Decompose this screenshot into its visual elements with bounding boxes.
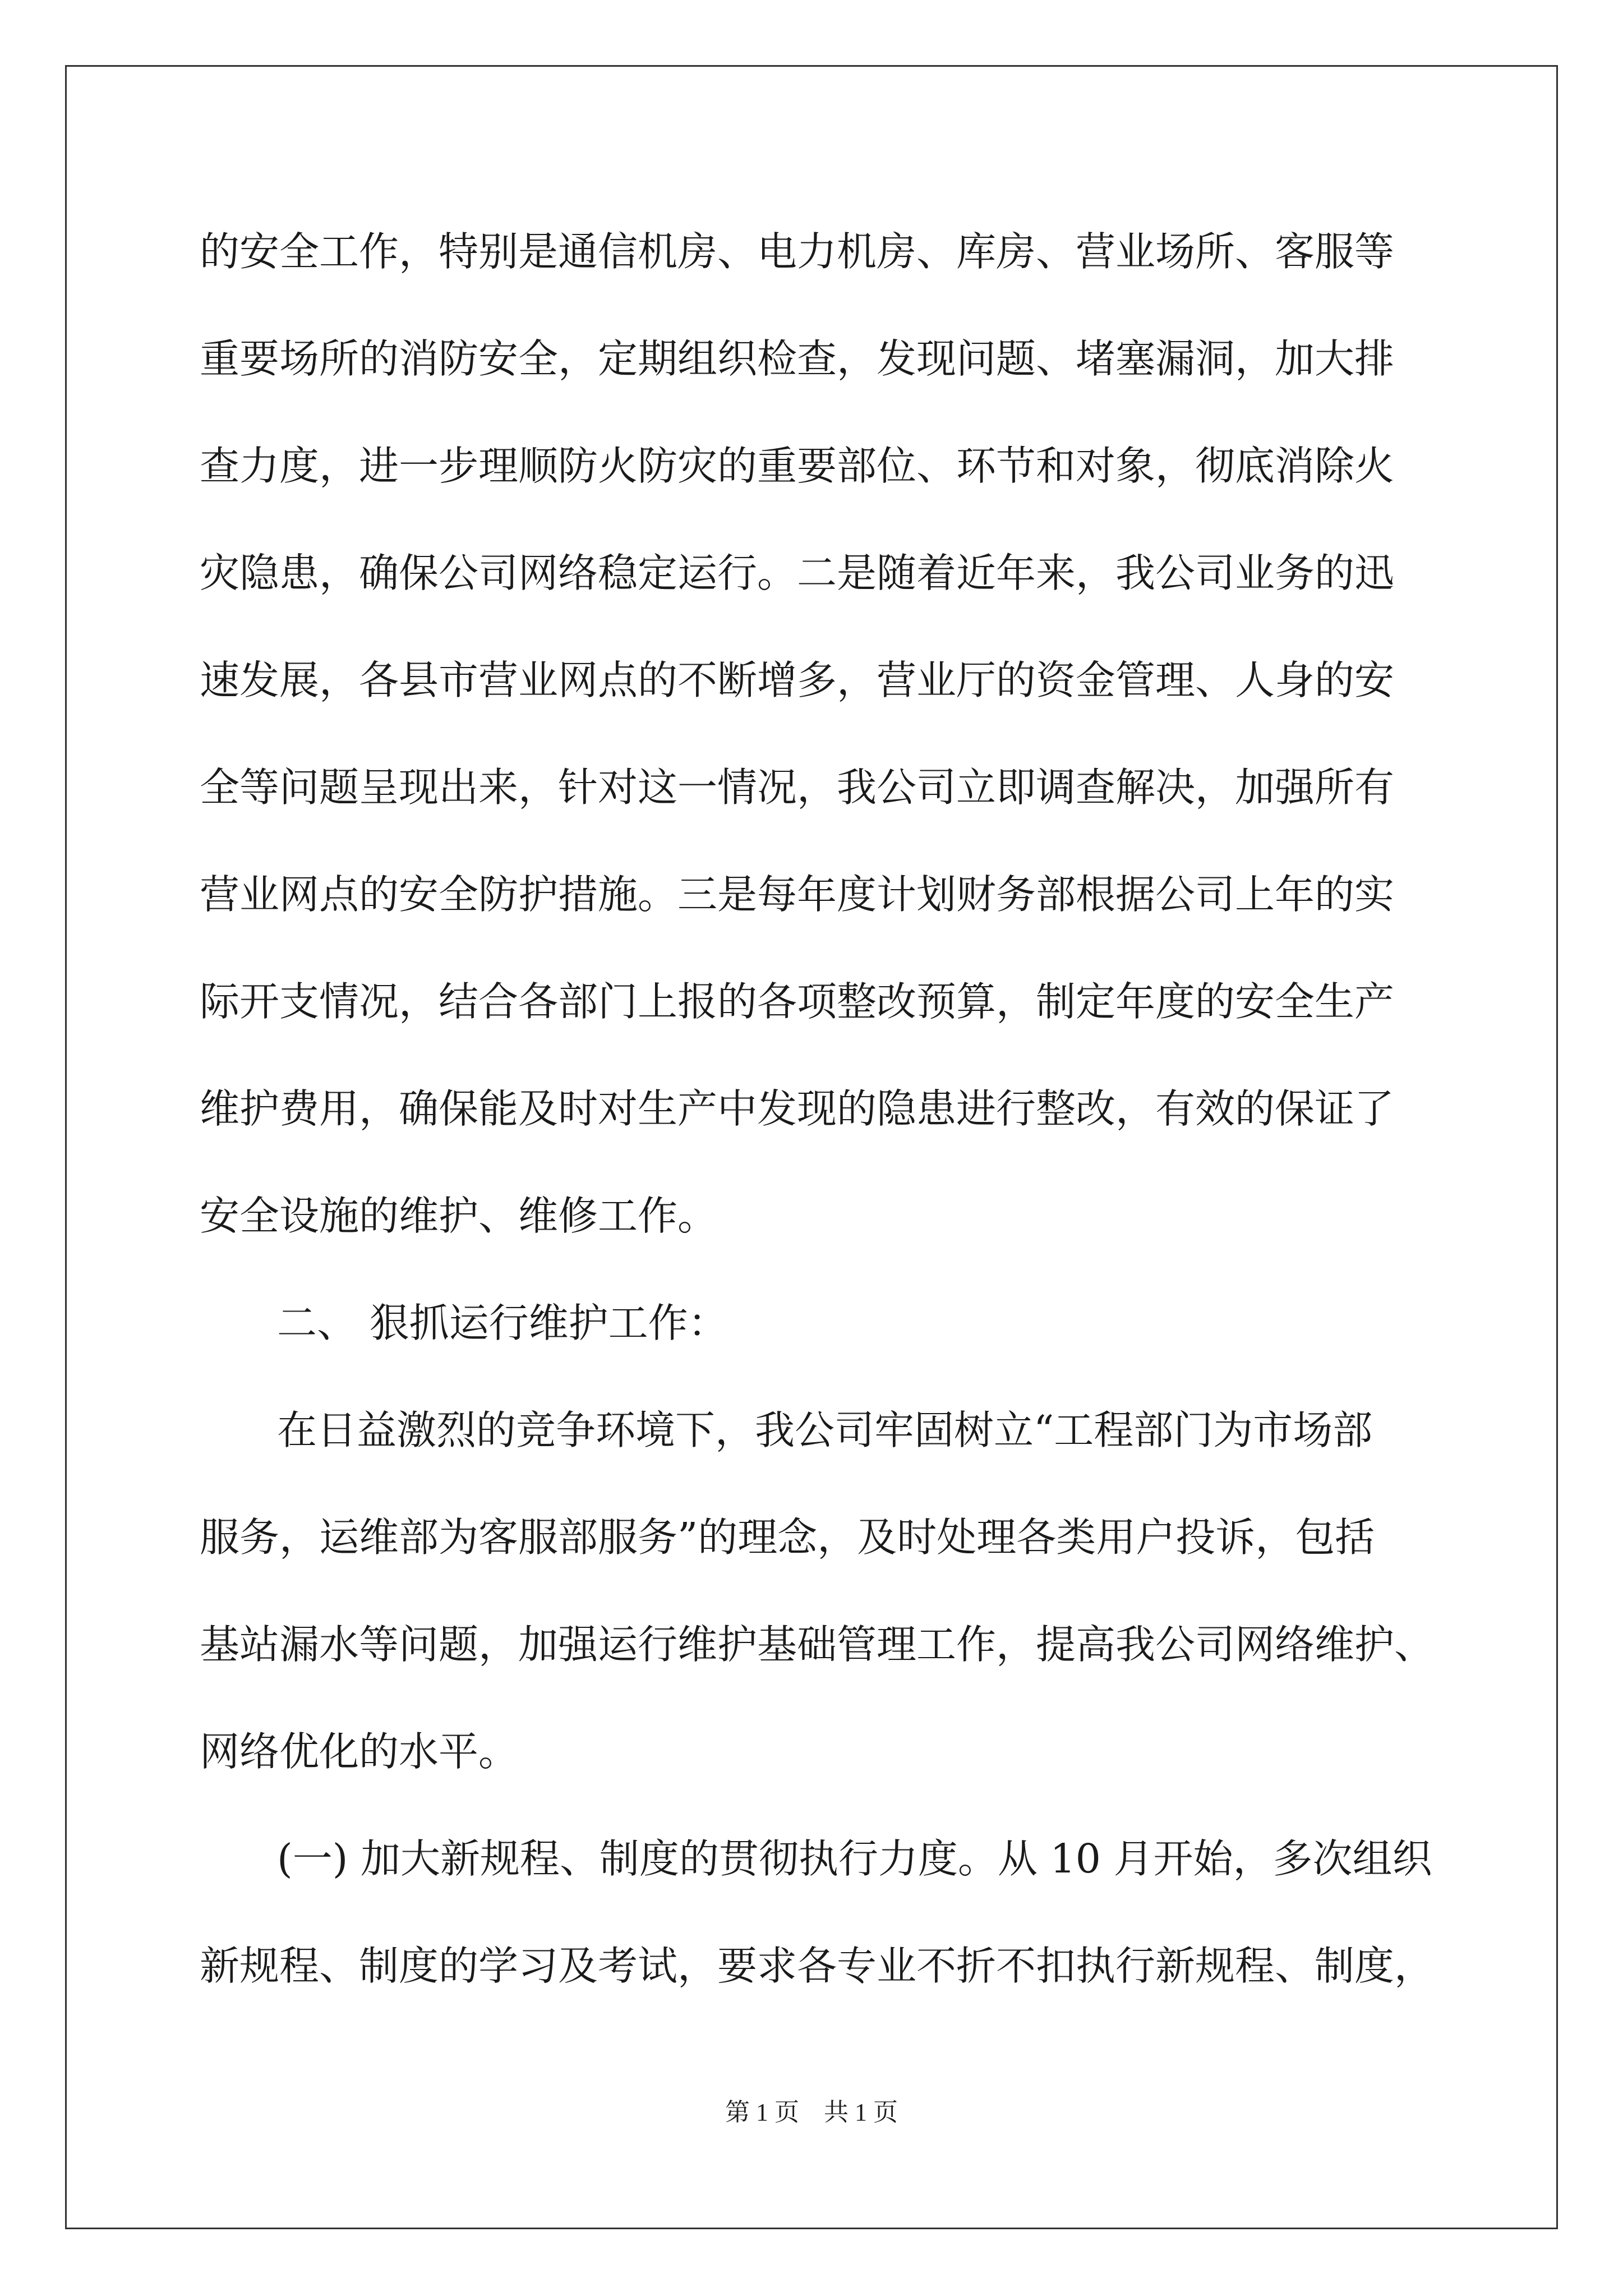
page-border	[65, 65, 1558, 2229]
paragraph-line: 际开支情况，结合各部门上报的各项整改预算，制定年度的安全生产	[200, 978, 1395, 1025]
paragraph-line: 重要场所的消防安全，定期组织检查，发现问题、堵塞漏洞，加大排	[200, 335, 1395, 382]
paragraph-line: 灾隐患，确保公司网络稳定运行。二是随着近年来，我公司业务的迅	[200, 550, 1395, 596]
paragraph-line: 在日益激烈的竞争环境下，我公司牢固树立“工程部门为市场部	[277, 1407, 1373, 1453]
paragraph-line: 基站漏水等问题，加强运行维护基础管理工作，提高我公司网络维护、	[200, 1621, 1435, 1668]
paragraph-line: 营业网点的安全防护措施。三是每年度计划财务部根据公司上年的实	[200, 871, 1395, 918]
paragraph-line: 维护费用，确保能及时对生产中发现的隐患进行整改，有效的保证了	[200, 1085, 1395, 1132]
paragraph-line: 安全设施的维护、维修工作。	[200, 1193, 718, 1239]
paragraph-line: 服务，运维部为客服部服务”的理念，及时处理各类用户投诉，包括	[200, 1514, 1375, 1561]
paragraph-line: 查力度，进一步理顺防火防灾的重要部位、环节和对象，彻底消除火	[200, 443, 1395, 489]
paragraph-line: 的安全工作，特别是通信机房、电力机房、库房、营业场所、客服等	[200, 228, 1395, 275]
paragraph-line: 新规程、制度的学习及考试，要求各专业不折不扣执行新规程、制度，	[200, 1943, 1435, 1989]
section-heading: 二、 狠抓运行维护工作：	[277, 1300, 728, 1346]
paragraph-line: (一) 加大新规程、制度的贯彻执行力度。从 10 月开始，多次组织	[277, 1835, 1432, 1882]
paragraph-line: 全等问题呈现出来，针对这一情况，我公司立即调查解决，加强所有	[200, 764, 1395, 811]
page-footer: 第 1 页 共 1 页	[725, 2099, 898, 2126]
paragraph-line: 速发展，各县市营业网点的不断增多，营业厅的资金管理、人身的安	[200, 657, 1395, 703]
paragraph-line: 网络优化的水平。	[200, 1728, 519, 1775]
